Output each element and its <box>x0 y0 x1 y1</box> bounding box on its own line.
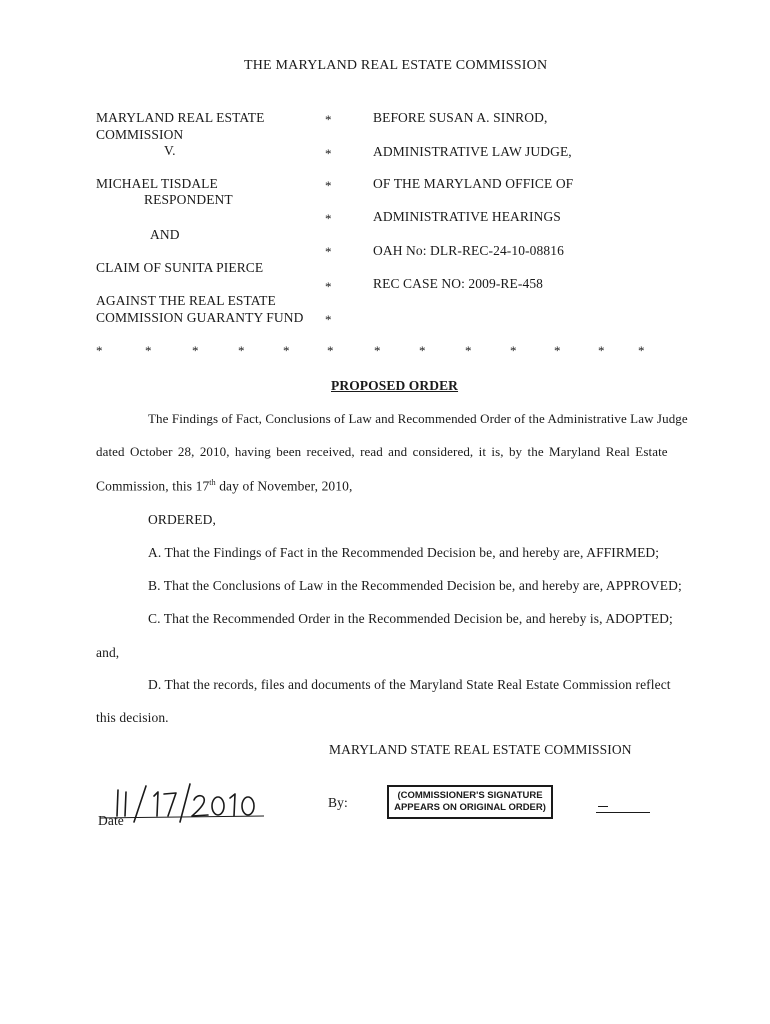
caption-right-line1: BEFORE SUSAN A. SINROD, <box>373 110 548 125</box>
date-text: Commission, this 17 <box>96 478 210 494</box>
divider-star: * <box>96 343 103 358</box>
caption-star: * <box>325 279 332 294</box>
commission-name: MARYLAND STATE REAL ESTATE COMMISSION <box>329 742 632 757</box>
order-item-c: C. That the Recommended Order in the Recommended Decision be, and hereby is, ADOPTED; <box>148 611 673 626</box>
caption-left-line1: MARYLAND REAL ESTATE <box>96 110 265 125</box>
caption-star: * <box>325 312 332 327</box>
divider-star: * <box>238 343 245 358</box>
caption-star: * <box>325 178 332 193</box>
date-label: Date <box>98 813 124 828</box>
order-item-a: A. That the Findings of Fact in the Recommended Decision be, and hereby are, AFFIRMED; <box>148 545 660 560</box>
caption-left-line7: CLAIM OF SUNITA PIERCE <box>96 260 264 275</box>
caption-star: * <box>325 146 332 161</box>
divider-star: * <box>145 343 152 358</box>
caption-star: * <box>325 244 332 259</box>
caption-star: * <box>325 211 332 226</box>
divider-star: * <box>374 343 381 358</box>
caption-right-line4: ADMINISTRATIVE HEARINGS <box>373 209 561 224</box>
date-text-rest: day of November, 2010, <box>215 478 353 494</box>
order-item-b: B. That the Conclusions of Law in the Recommended Decision be, and hereby are, APPROVED; <box>148 578 682 593</box>
paragraph-line: The Findings of Fact, Conclusions of Law and Recommended Order of the Administrative Law Judge <box>148 411 688 426</box>
caption-left-line5: RESPONDENT <box>144 192 233 207</box>
this-decision-text: this decision. <box>96 710 169 725</box>
caption-right-line2: ADMINISTRATIVE LAW JUDGE, <box>373 144 572 159</box>
caption-star: * <box>325 112 332 127</box>
divider-star: * <box>554 343 561 358</box>
signature-stamp <box>387 785 553 819</box>
ordinal-suffix: th <box>209 478 216 487</box>
divider-star: * <box>465 343 472 358</box>
document-title: THE MARYLAND REAL ESTATE COMMISSION <box>244 58 548 73</box>
signature-line <box>596 812 650 813</box>
stamp-line: (COMMISSIONER'S SIGNATURE <box>397 790 543 801</box>
paragraph-line <box>96 478 352 495</box>
divider-star: * <box>419 343 426 358</box>
paragraph-line: dated October 28, 2010, having been received, read and considered, it is, by the Maryland Real Estate <box>96 444 668 459</box>
and-text: and, <box>96 645 120 660</box>
divider-star: * <box>283 343 290 358</box>
divider-star: * <box>192 343 199 358</box>
caption-left-line8: AGAINST THE REAL ESTATE <box>96 293 276 308</box>
caption-right-line5: OAH No: DLR-REC-24-10-08816 <box>373 243 564 258</box>
ordered-label: ORDERED, <box>148 512 216 527</box>
caption-right-line6: REC CASE NO: 2009-RE-458 <box>373 276 544 291</box>
by-label: By: <box>328 795 348 810</box>
divider-star: * <box>598 343 605 358</box>
stamp-line: APPEARS ON ORIGINAL ORDER) <box>394 802 546 813</box>
caption-left-line6: AND <box>150 227 180 242</box>
order-heading: PROPOSED ORDER <box>331 378 459 393</box>
caption-right-line3: OF THE MARYLAND OFFICE OF <box>373 176 574 191</box>
divider-star: * <box>638 343 645 358</box>
signature-mark <box>598 806 608 807</box>
divider-star: * <box>510 343 517 358</box>
caption-left-line3: V. <box>164 143 176 158</box>
caption-left-line4: MICHAEL TISDALE <box>96 176 218 191</box>
divider-star: * <box>327 343 334 358</box>
order-item-d: D. That the records, files and documents of the Maryland State Real Estate Commission reflect <box>148 677 671 692</box>
caption-left-line9: COMMISSION GUARANTY FUND <box>96 310 304 325</box>
caption-left-line2: COMMISSION <box>96 127 184 142</box>
